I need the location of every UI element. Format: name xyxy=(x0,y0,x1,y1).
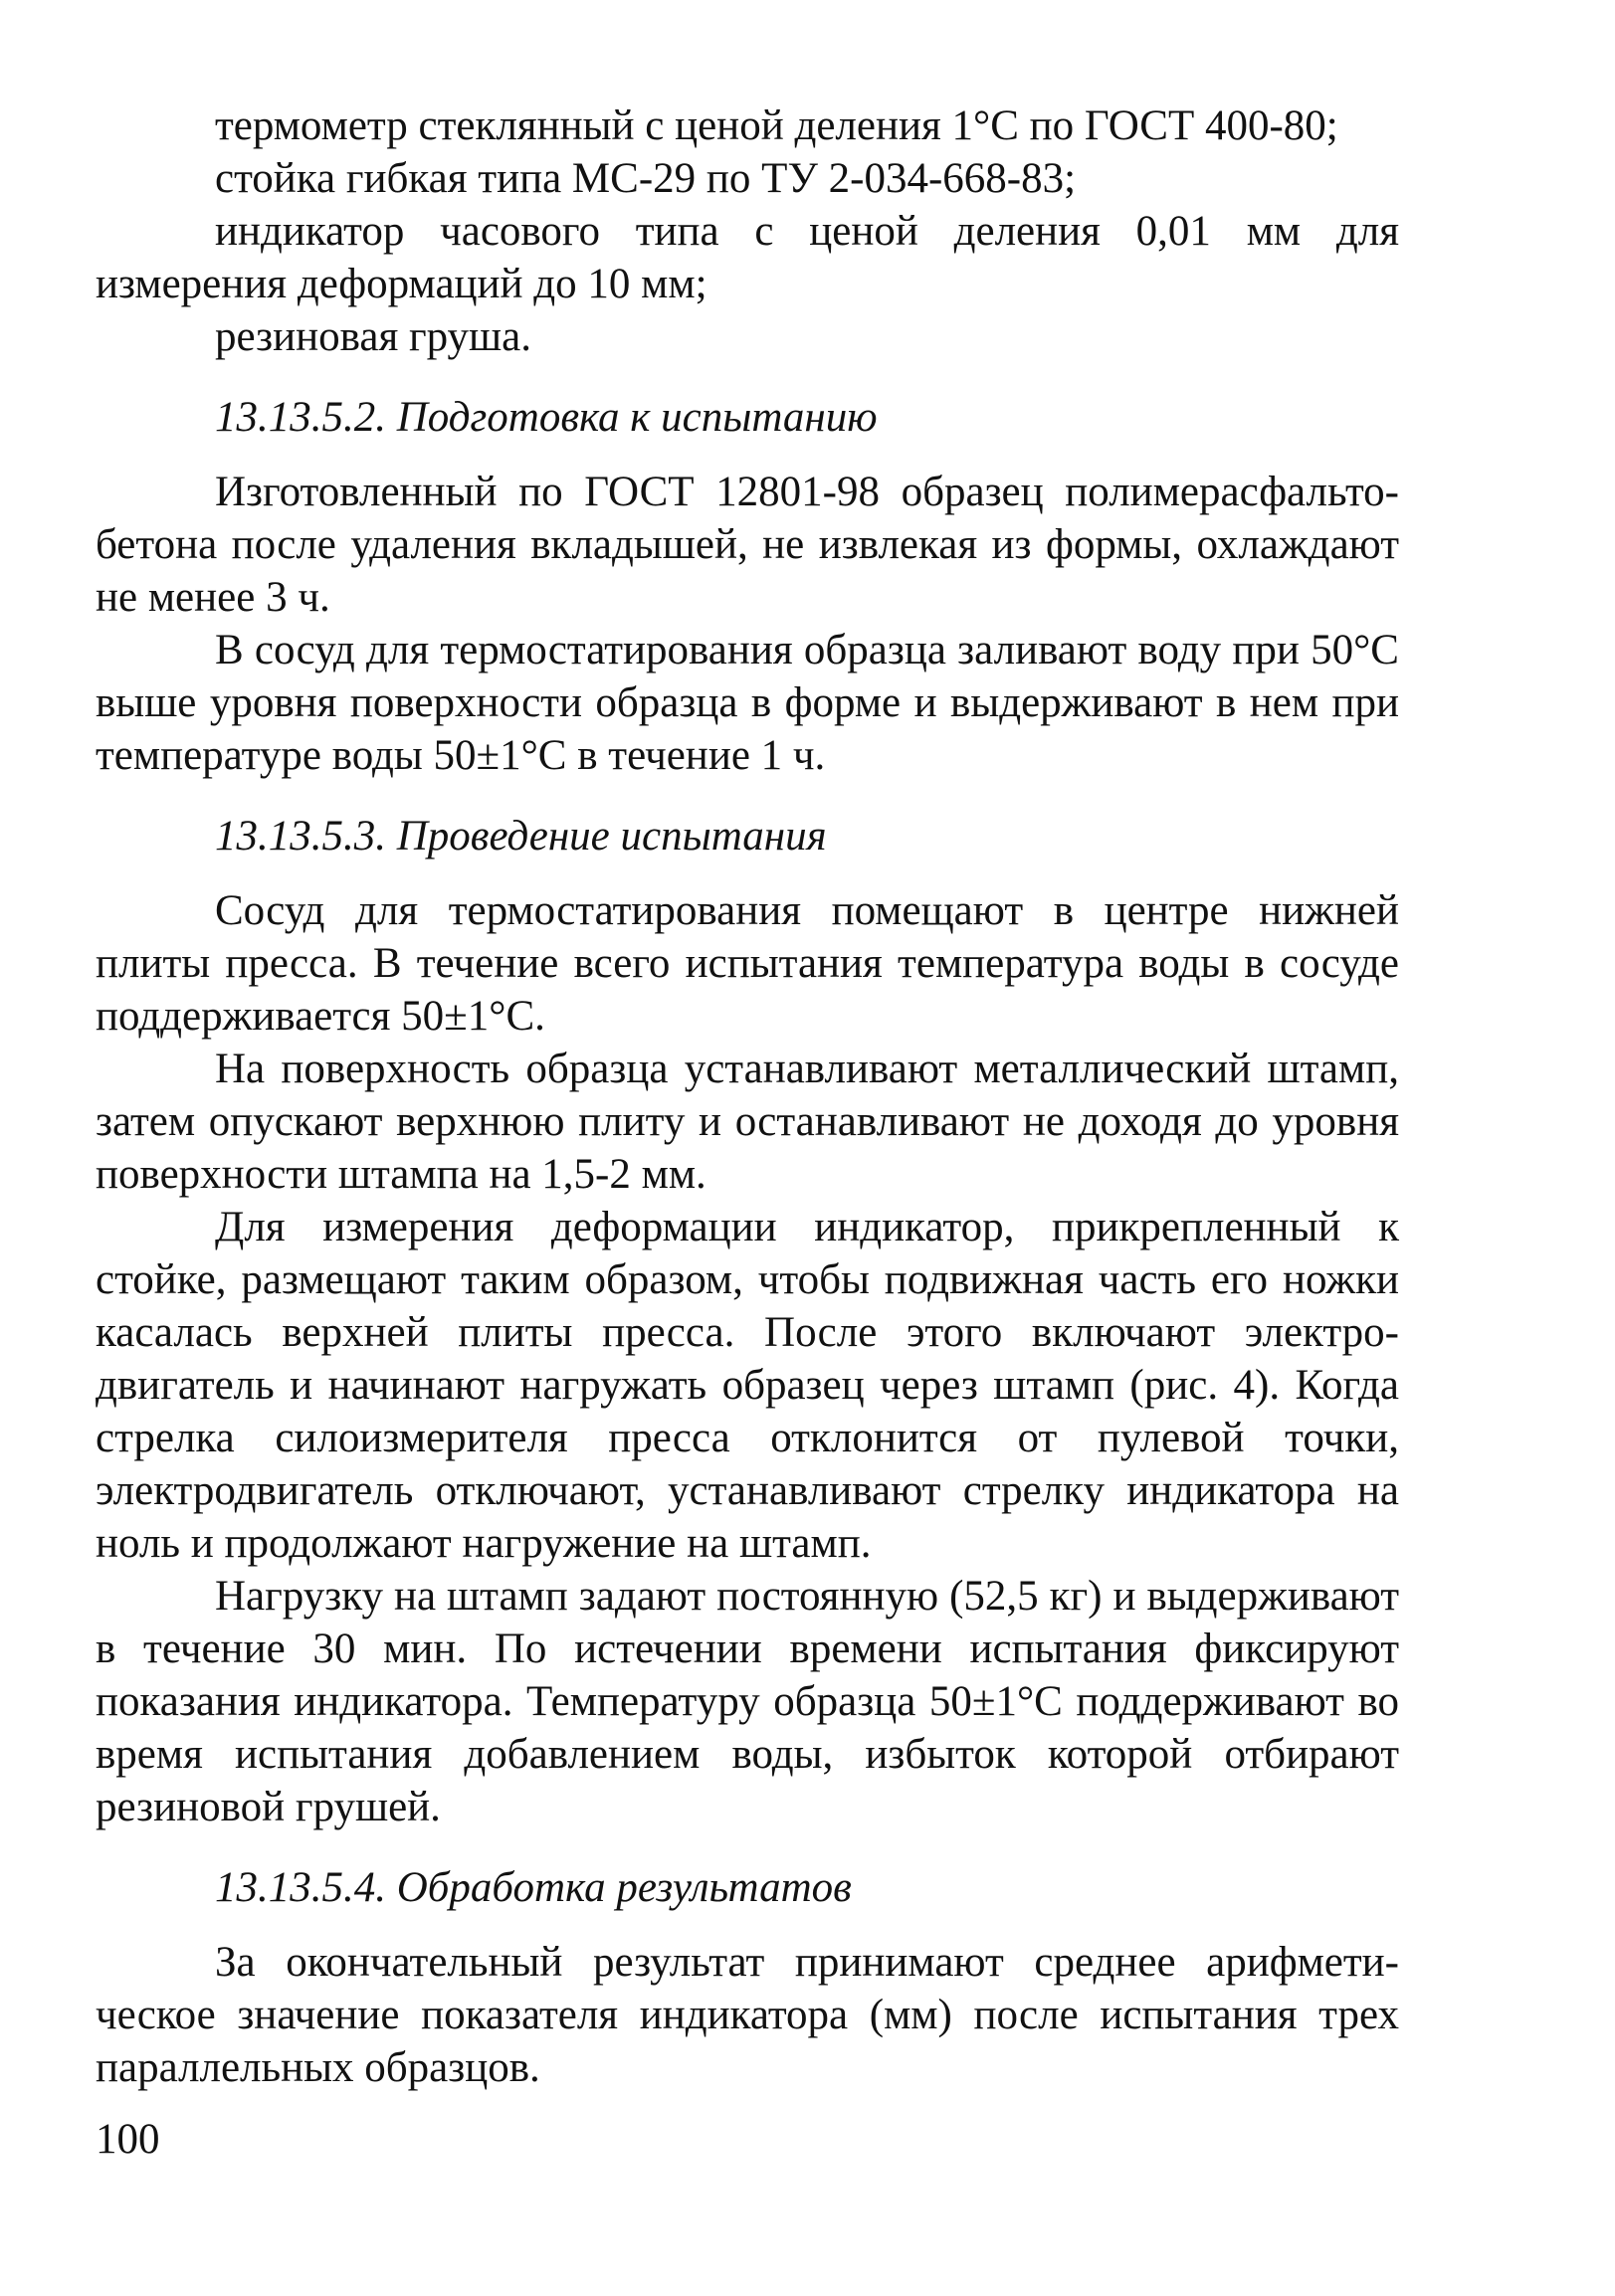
paragraph: На поверхность образца устанавливают металлический штамп, затем опускают верхнюю плиту и останавливают не доходя до уровня поверхности штампа на 1,5-2 мм. xyxy=(96,1046,1399,1198)
paragraph: За окончательный результат принимают среднее арифмети-ческое значение показателя индикатора (мм) после испытания трех параллельных образцов. xyxy=(96,1939,1399,2091)
section-heading-testing: 13.13.5.3. Проведение испытания xyxy=(215,813,827,860)
section-heading-results: 13.13.5.4. Обработка результатов xyxy=(215,1864,852,1911)
paragraph: В сосуд для термостатирования образца заливают воду при 50°С выше уровня поверхности образца в форме и выдерживают в нем при температуре воды 50±1°С в течение 1 ч. xyxy=(96,627,1399,779)
paragraph: Нагрузку на штамп задают постоянную (52,5 кг) и выдерживают в течение 30 мин. По истечении времени испытания фиксируют показания индикатора. Температуру образца 50±1°С поддерживают во время испытания добавлением воды, избыток которой отбирают резиновой грушей. xyxy=(96,1573,1399,1830)
paragraph: Изготовленный по ГОСТ 12801-98 образец полимерасфальто-бетона после удаления вкладышей, не извлекая из формы, охлаждают не менее 3 ч. xyxy=(96,469,1399,621)
equipment-item-stand: стойка гибкая типа МС-29 по ТУ 2-034-668-83; xyxy=(215,155,1077,202)
paragraph: Сосуд для термостатирования помещают в центре нижней плиты пресса. В течение всего испытания температура воды в сосуде поддерживается 50±1°С. xyxy=(96,887,1399,1040)
paragraph: Для измерения деформации индикатор, прикрепленный к стойке, размещают таким образом, чтобы подвижная часть его ножки касалась верхней плиты пресса. После этого включают электро-двигатель и начинают нагружать образец через штамп (рис. 4). Когда стрелка силоизмерителя пресса отклонится от пулевой точки, электродвигатель отключают, устанавливают стрелку индикатора на ноль и продолжают нагружение на штамп. xyxy=(96,1204,1399,1567)
equipment-item-indicator: индикатор часового типа с ценой деления 0,01 мм для измерения деформаций до 10 мм; xyxy=(96,208,1399,307)
equipment-item-rubber-bulb: резиновая груша. xyxy=(215,313,531,360)
equipment-item-thermometer: термометр стеклянный с ценой деления 1°С по ГОСТ 400-80; xyxy=(215,102,1338,149)
page-body xyxy=(96,99,1399,2094)
page-number: 100 xyxy=(96,2116,160,2163)
section-heading-preparation: 13.13.5.2. Подготовка к испытанию xyxy=(215,394,878,441)
